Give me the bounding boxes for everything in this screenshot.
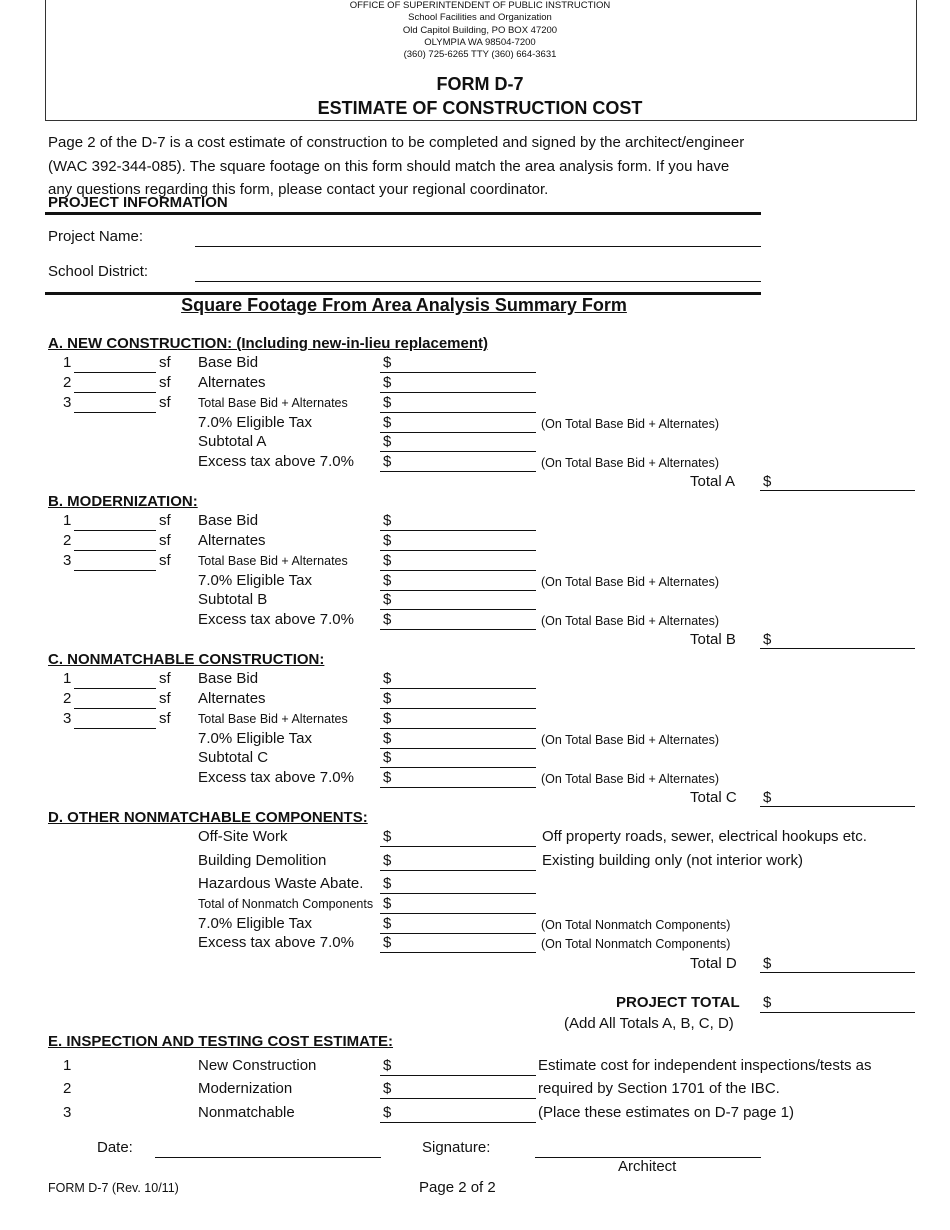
demolition-note: Existing building only (not interior work) (542, 852, 803, 869)
project-total-label: PROJECT TOTAL (616, 994, 740, 1011)
sqft-field[interactable] (74, 530, 156, 531)
offsite-label: Off-Site Work (198, 828, 288, 845)
agency-phone: (360) 725-6265 TTY (360) 664-3631 (403, 49, 557, 61)
dollar-sign: $ (383, 730, 392, 747)
inspection-label: Nonmatchable (198, 1104, 295, 1121)
offsite-amount-field[interactable] (380, 846, 536, 847)
subtotal-c-label: Subtotal C (198, 749, 269, 766)
dollar-sign: $ (763, 789, 772, 806)
form-number: FORM D-7 (436, 74, 524, 94)
offsite-note: Off property roads, sewer, electrical hookups etc. (542, 828, 867, 845)
dollar-sign: $ (383, 611, 392, 628)
section-e-heading: E. INSPECTION AND TESTING COST ESTIMATE: (48, 1033, 394, 1050)
total-d-field[interactable] (760, 972, 915, 973)
row-number: 2 (63, 1080, 72, 1097)
dollar-sign: $ (383, 591, 392, 608)
agency-city: OLYMPIA WA 98504-7200 (424, 36, 536, 48)
sqft-field[interactable] (74, 550, 156, 551)
section-b-heading: B. MODERNIZATION: (48, 493, 198, 510)
row-number: 3 (63, 1104, 72, 1121)
dollar-sign: $ (383, 895, 392, 912)
dollar-sign: $ (383, 934, 392, 951)
tax-note: (On Total Base Bid + Alternates) (541, 733, 719, 747)
agency-building: Old Capitol Building, PO BOX 47200 (402, 24, 558, 36)
subtotal-field[interactable] (380, 609, 536, 610)
excess-note: (On Total Base Bid + Alternates) (541, 614, 719, 628)
dollar-sign: $ (383, 354, 392, 371)
alternates-label: Alternates (198, 374, 266, 391)
base-bid-field[interactable] (380, 688, 536, 689)
row-number: 3 (63, 710, 72, 727)
row-number: 1 (63, 354, 72, 371)
date-field[interactable] (155, 1157, 381, 1158)
dollar-sign: $ (383, 828, 392, 845)
inspection-note: (Place these estimates on D-7 page 1) (538, 1104, 794, 1121)
intro-paragraph (48, 131, 744, 202)
sqft-field[interactable] (74, 372, 156, 373)
excess-tax-field[interactable] (380, 787, 536, 788)
total-b-label: Total B (690, 631, 736, 648)
total-b-field[interactable] (760, 648, 915, 649)
dollar-sign: $ (383, 552, 392, 569)
total-c-label: Total C (690, 789, 737, 806)
excess-tax-field[interactable] (380, 471, 536, 472)
dollar-sign: $ (383, 572, 392, 589)
row-number: 1 (63, 1057, 72, 1074)
dollar-sign: $ (383, 710, 392, 727)
excess-tax-label: Excess tax above 7.0% (198, 611, 354, 628)
section-d-heading: D. OTHER NONMATCHABLE COMPONENTS: (48, 809, 368, 826)
d-excess-field[interactable] (380, 952, 536, 953)
dollar-sign: $ (383, 512, 392, 529)
demolition-amount-field[interactable] (380, 870, 536, 871)
row-number: 3 (63, 552, 72, 569)
alternates-field[interactable] (380, 708, 536, 709)
sqft-field[interactable] (74, 412, 156, 413)
d-excess-note: (On Total Nonmatch Components) (541, 937, 731, 951)
d-excess-label: Excess tax above 7.0% (198, 934, 354, 951)
form-revision: FORM D-7 (Rev. 10/11) (48, 1181, 179, 1195)
inspection-label: Modernization (198, 1080, 293, 1097)
base-bid-field[interactable] (380, 372, 536, 373)
sf-unit: sf (159, 374, 171, 391)
project-total-field[interactable] (760, 1012, 915, 1013)
eligible-tax-label: 7.0% Eligible Tax (198, 730, 312, 747)
excess-note: (On Total Base Bid + Alternates) (541, 772, 719, 786)
section-c-heading: C. NONMATCHABLE CONSTRUCTION: (48, 651, 325, 668)
total-c-field[interactable] (760, 806, 915, 807)
d-eligible-tax-field[interactable] (380, 933, 536, 934)
date-label: Date: (97, 1139, 133, 1156)
page-number: Page 2 of 2 (419, 1179, 496, 1196)
subtotal-field[interactable] (380, 451, 536, 452)
total-base-alternates-label: Total Base Bid + Alternates (198, 712, 348, 726)
sqft-field[interactable] (74, 392, 156, 393)
sqft-field[interactable] (74, 688, 156, 689)
total-d-label: Total D (690, 955, 737, 972)
row-number: 2 (63, 374, 72, 391)
dollar-sign: $ (383, 374, 392, 391)
architect-label: Architect (618, 1158, 677, 1175)
sqft-field[interactable] (74, 708, 156, 709)
dollar-sign: $ (383, 852, 392, 869)
sf-unit: sf (159, 552, 171, 569)
alternates-label: Alternates (198, 532, 266, 549)
dollar-sign: $ (383, 875, 392, 892)
tax-note: (On Total Base Bid + Alternates) (541, 417, 719, 431)
base-bid-label: Base Bid (198, 670, 259, 687)
total-base-alternates-field[interactable] (380, 728, 536, 729)
dollar-sign: $ (383, 1057, 392, 1074)
demolition-label: Building Demolition (198, 852, 327, 869)
total-a-field[interactable] (760, 490, 915, 491)
dollar-sign: $ (763, 631, 772, 648)
intro-line: any questions regarding this form, please contact your regional coordinator. (48, 181, 549, 198)
sf-unit: sf (159, 690, 171, 707)
sf-unit: sf (159, 512, 171, 529)
inspection-amount-field[interactable] (380, 1098, 536, 1099)
row-number: 3 (63, 394, 72, 411)
dollar-sign: $ (383, 670, 392, 687)
row-number: 1 (63, 512, 72, 529)
dollar-sign: $ (383, 453, 392, 470)
sf-unit: sf (159, 670, 171, 687)
project-name-field[interactable] (195, 246, 761, 247)
subtotal-b-label: Subtotal B (198, 591, 268, 608)
alternates-field[interactable] (380, 392, 536, 393)
agency-division: School Facilities and Organization (408, 12, 552, 24)
form-title: ESTIMATE OF CONSTRUCTION COST (317, 98, 643, 118)
inspection-amount-field[interactable] (380, 1075, 536, 1076)
d-tax-note: (On Total Nonmatch Components) (541, 918, 731, 932)
eligible-tax-label: 7.0% Eligible Tax (198, 414, 312, 431)
intro-line: Page 2 of the D-7 is a cost estimate of construction to be completed and signed by the architect/engineer (48, 134, 745, 151)
subtotal-field[interactable] (380, 767, 536, 768)
inspection-note: Estimate cost for independent inspections/tests as (538, 1057, 872, 1074)
intro-line: (WAC 392-344-085). The square footage on this form should match the area analysis form. If you have (48, 157, 730, 175)
dollar-sign: $ (383, 769, 392, 786)
total-components-field[interactable] (380, 913, 536, 914)
school-district-field[interactable] (195, 281, 761, 282)
hazardous-label: Hazardous Waste Abate. (198, 875, 364, 892)
sqft-field[interactable] (74, 728, 156, 729)
excess-tax-label: Excess tax above 7.0% (198, 453, 354, 470)
eligible-tax-field[interactable] (380, 432, 536, 433)
school-district-label: School District: (48, 263, 149, 280)
base-bid-label: Base Bid (198, 354, 259, 371)
dollar-sign: $ (763, 955, 772, 972)
sqft-field[interactable] (74, 570, 156, 571)
dollar-sign: $ (383, 433, 392, 450)
project-total-sub: (Add All Totals A, B, C, D) (564, 1015, 734, 1032)
total-base-alternates-label: Total Base Bid + Alternates (198, 396, 348, 410)
row-number: 2 (63, 532, 72, 549)
inspection-note: required by Section 1701 of the IBC. (538, 1080, 780, 1097)
signature-label: Signature: (422, 1139, 491, 1156)
excess-note: (On Total Base Bid + Alternates) (541, 456, 719, 470)
dollar-sign: $ (383, 414, 392, 431)
row-number: 2 (63, 690, 72, 707)
sf-unit: sf (159, 394, 171, 411)
dollar-sign: $ (383, 749, 392, 766)
dollar-sign: $ (383, 690, 392, 707)
tax-note: (On Total Base Bid + Alternates) (541, 575, 719, 589)
dollar-sign: $ (383, 915, 392, 932)
total-base-alternates-field[interactable] (380, 570, 536, 571)
subtotal-a-label: Subtotal A (198, 433, 267, 450)
inspection-label: New Construction (198, 1057, 317, 1074)
total-a-label: Total A (690, 473, 736, 490)
sf-unit: sf (159, 354, 171, 371)
inspection-amount-field[interactable] (380, 1122, 536, 1123)
eligible-tax-field[interactable] (380, 748, 536, 749)
dollar-sign: $ (763, 473, 772, 490)
section-a-heading: A. NEW CONSTRUCTION: (Including new-in-lieu replacement) (48, 335, 489, 352)
project-info-heading: PROJECT INFORMATION (48, 194, 228, 211)
dollar-sign: $ (383, 532, 392, 549)
total-base-alternates-label: Total Base Bid + Alternates (198, 554, 348, 568)
total-components-label: Total of Nonmatch Components (198, 897, 374, 911)
row-number: 1 (63, 670, 72, 687)
eligible-tax-field[interactable] (380, 590, 536, 591)
excess-tax-label: Excess tax above 7.0% (198, 769, 354, 786)
dollar-sign: $ (763, 994, 772, 1011)
sf-unit: sf (159, 532, 171, 549)
dollar-sign: $ (383, 1080, 392, 1097)
sqft-heading: Square Footage From Area Analysis Summary Form (181, 295, 627, 315)
sf-unit: sf (159, 710, 171, 727)
dollar-sign: $ (383, 1104, 392, 1121)
dollar-sign: $ (383, 394, 392, 411)
divider (45, 212, 761, 215)
hazardous-amount-field[interactable] (380, 893, 536, 894)
alternates-field[interactable] (380, 550, 536, 551)
alternates-label: Alternates (198, 690, 266, 707)
d-eligible-tax-label: 7.0% Eligible Tax (198, 915, 312, 932)
excess-tax-field[interactable] (380, 629, 536, 630)
eligible-tax-label: 7.0% Eligible Tax (198, 572, 312, 589)
agency-name: OFFICE OF SUPERINTENDENT OF PUBLIC INSTRUCTION (349, 0, 611, 11)
base-bid-label: Base Bid (198, 512, 259, 529)
base-bid-field[interactable] (380, 530, 536, 531)
project-name-label: Project Name: (48, 228, 144, 245)
total-base-alternates-field[interactable] (380, 412, 536, 413)
